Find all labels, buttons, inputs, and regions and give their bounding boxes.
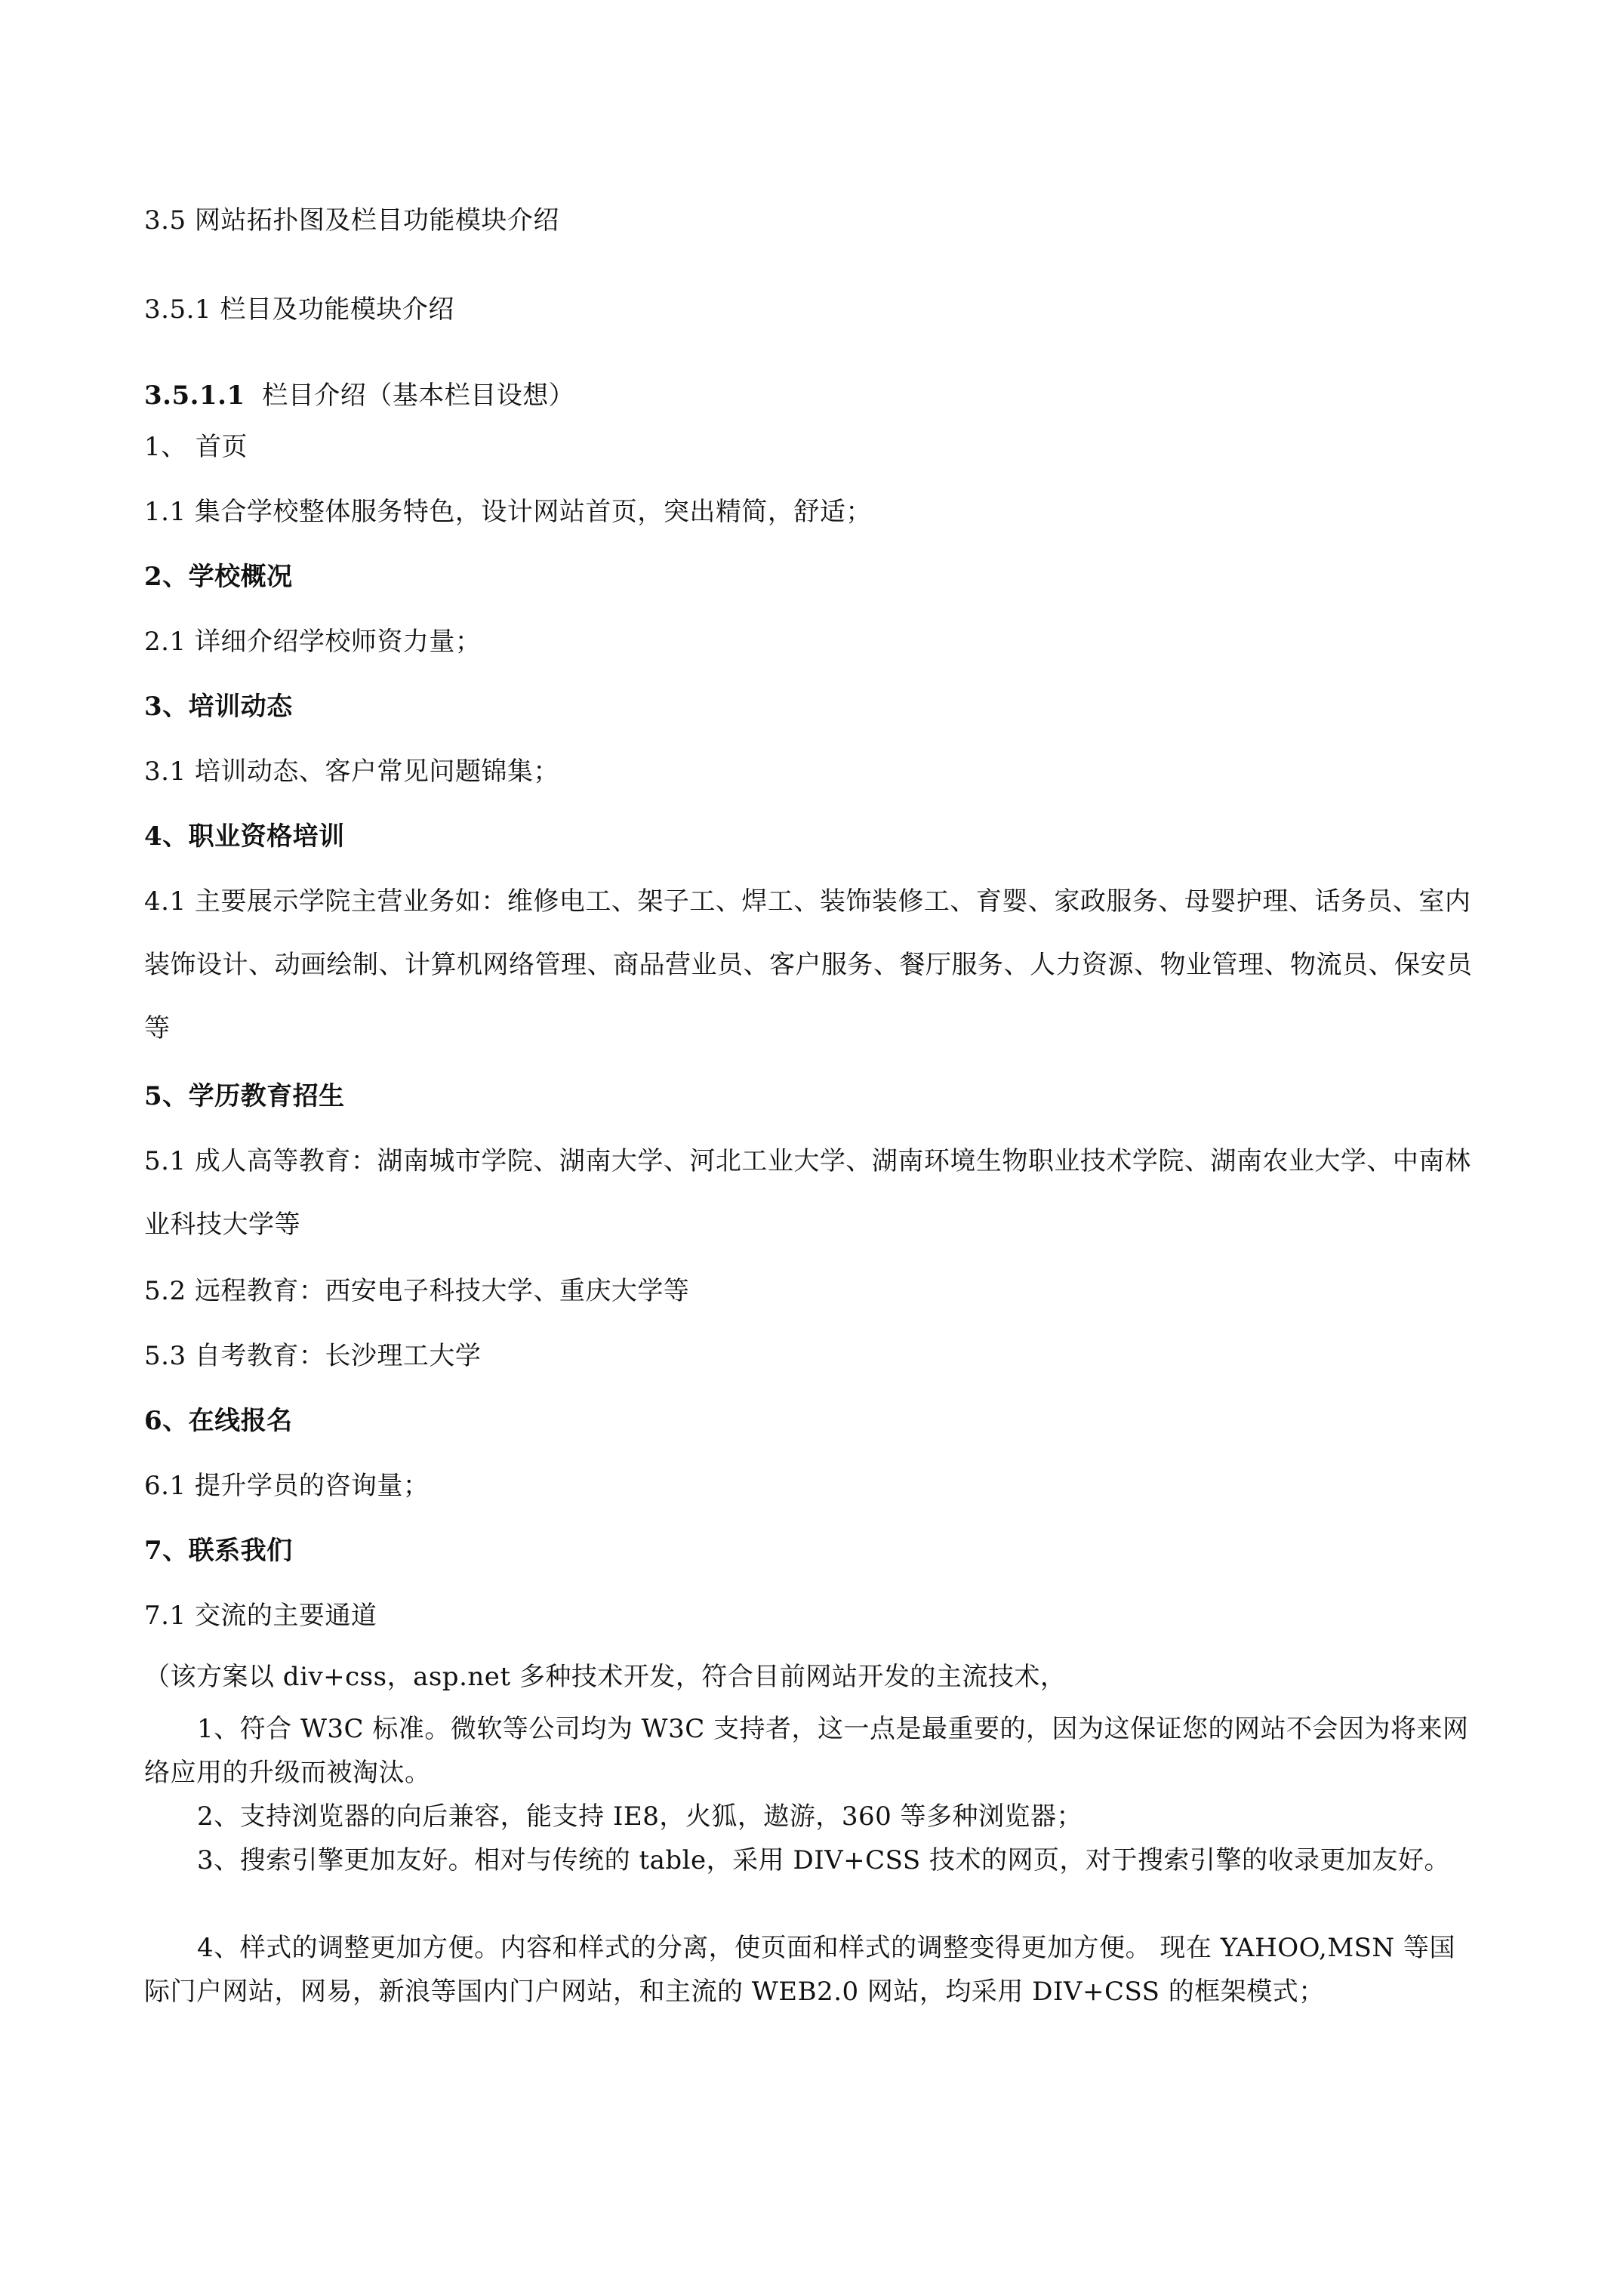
section-6-1: 6.1 提升学员的咨询量； (144, 1471, 430, 1501)
tech-point-1: 1、符合 W3C 标准。微软等公司均为 W3C 支持者，这一点是最重要的，因为这保证您的网站不会因为将来网络应用的升级而被淘汰。 (144, 1714, 1469, 1788)
section-2-title: 2、学校概况 (144, 562, 293, 592)
section-2-1: 2.1 详细介绍学校师资力量； (144, 627, 482, 657)
tech-point-2: 2、支持浏览器的向后兼容，能支持 IE8，火狐，遨游，360 等多种浏览器； (197, 1801, 1083, 1832)
section-5-1: 5.1 成人高等教育：湖南城市学院、湖南大学、河北工业大学、湖南环境生物职业技术学院、湖南农业大学、中南林业科技大学等 (144, 1146, 1471, 1240)
heading-3-5: 3.5 网站拓扑图及栏目功能模块介绍 (144, 205, 559, 236)
heading-text: 栏目介绍（基本栏目设想） (262, 381, 575, 411)
tech-point-4: 4、样式的调整更加方便。内容和样式的分离，使页面和样式的调整变得更加方便。 现在 YAHOO,MSN 等国际门户网站，网易，新浪等国内门户网站，和主流的 WEB2.0 网站，均采用 DIV+CSS 的框架模式； (144, 1933, 1455, 2007)
tech-point-3: 3、搜索引擎更加友好。相对与传统的 table，采用 DIV+CSS 技术的网页，对于搜索引擎的收录更加友好。 (197, 1845, 1450, 1875)
section-5-3: 5.3 自考教育：长沙理工大学 (144, 1341, 482, 1371)
section-4-title: 4、职业资格培训 (144, 821, 345, 852)
section-5-title: 5、学历教育招生 (144, 1081, 345, 1111)
section-1-title: 1、 首页 (144, 432, 248, 462)
section-3-1: 3.1 培训动态、客户常见问题锦集； (144, 757, 559, 787)
heading-3-5-1: 3.5.1 栏目及功能模块介绍 (144, 294, 454, 325)
tech-intro: （该方案以 div+css，asp.net 多种技术开发，符合目前网站开发的主流技术， (144, 1662, 1067, 1692)
section-5-2: 5.2 远程教育：西安电子科技大学、重庆大学等 (144, 1276, 690, 1306)
heading-3-5-1-1 (144, 380, 574, 411)
section-6-title: 6、在线报名 (144, 1406, 293, 1436)
section-1-1: 1.1 集合学校整体服务特色，设计网站首页，突出精简，舒适； (144, 497, 872, 527)
section-7-1: 7.1 交流的主要通道 (144, 1601, 377, 1631)
section-3-title: 3、培训动态 (144, 692, 293, 722)
heading-number: 3.5.1.1 (144, 381, 245, 411)
section-4-1: 4.1 主要展示学院主营业务如：维修电工、架子工、焊工、装饰装修工、育婴、家政服务、母婴护理、话务员、室内装饰设计、动画绘制、计算机网络管理、商品营业员、客户服务、餐厅服务、人力资源、物业管理、物流员、保安员等 (144, 886, 1473, 1043)
section-7-title: 7、联系我们 (144, 1536, 293, 1566)
